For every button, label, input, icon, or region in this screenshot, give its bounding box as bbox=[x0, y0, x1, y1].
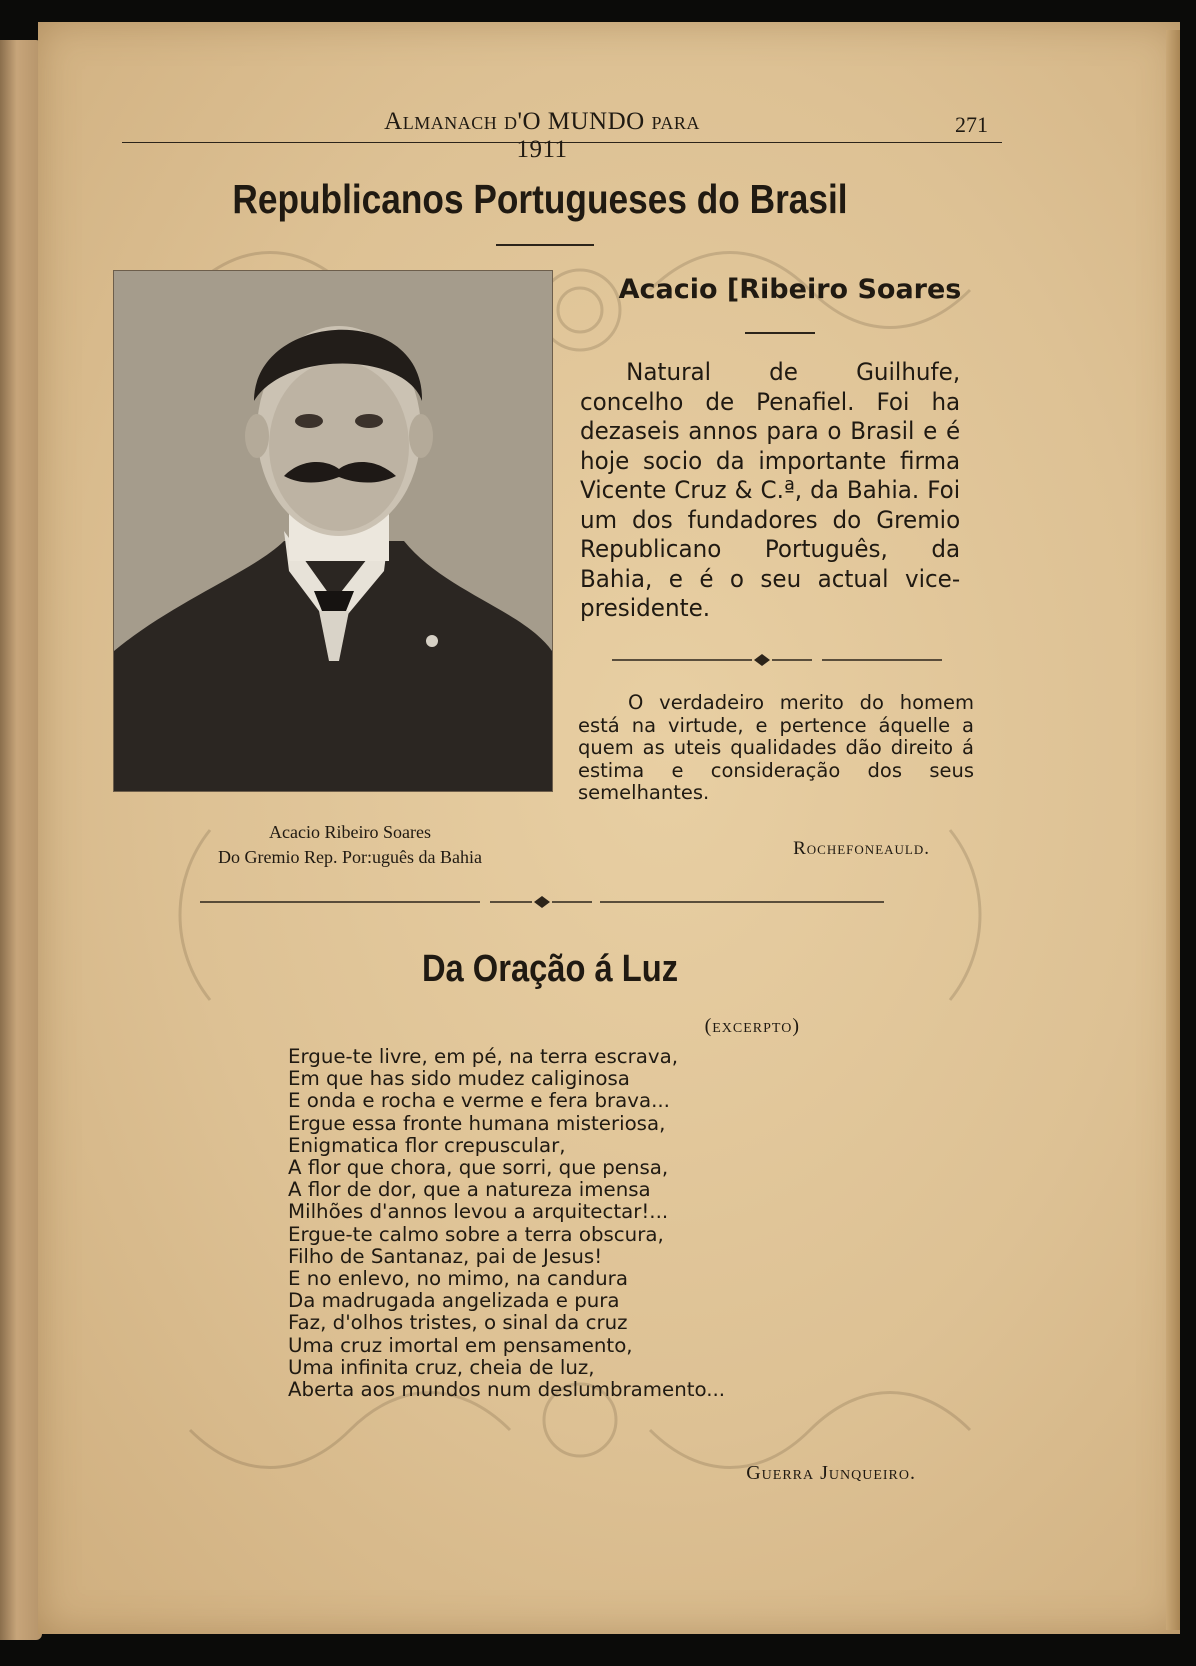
poem-line: A flor que chora, que sorri, que pensa, bbox=[288, 1156, 669, 1180]
poem-line: Ergue essa fronte humana misteriosa, bbox=[288, 1111, 666, 1135]
running-head bbox=[122, 108, 1002, 163]
poem-subtitle: (excerpto) bbox=[704, 1015, 800, 1037]
poem-author: Guerra Junqueiro. bbox=[746, 1462, 916, 1484]
previous-page-edge bbox=[0, 40, 42, 1640]
poem-line: Ergue-te calmo sobre a terra obscura, bbox=[288, 1222, 664, 1246]
quote-text: O verdadeiro merito do homem está na virtude, e pertence áquelle a quem as uteis qualidades dão direito á estima e consideração dos seus semelhantes. bbox=[578, 691, 974, 804]
poem-line: Enigmatica flor crepuscular, bbox=[288, 1133, 566, 1157]
bio-text: Natural de Guilhufe, concelho de Penafiel. Foi ha dezaseis annos para o Brasil e é hoje socio da importante firma Vicente Cruz & C.ª, da Bahia. Foi um dos fundadores do Gremio Republicano Português, da Bahia, e é o seu actual vice-presidente. bbox=[580, 358, 961, 622]
poem-line: E onda e rocha e verme e fera brava... bbox=[288, 1089, 670, 1113]
running-title: Almanach d'O MUNDO para 1911 bbox=[384, 108, 700, 163]
poem-line: A flor de dor, que a natureza imensa bbox=[288, 1178, 651, 1202]
poem-line: Uma infinita cruz, cheia de luz, bbox=[288, 1355, 595, 1379]
poem-line: Em que has sido mudez caliginosa bbox=[288, 1067, 630, 1091]
section-title: Republicanos Portugueses do Brasil bbox=[232, 176, 848, 222]
poem-line: E no enlevo, no mimo, na candura bbox=[288, 1267, 628, 1291]
caption-name: Acacio Ribeiro Soares bbox=[269, 822, 431, 842]
page-edge-shadow bbox=[1166, 30, 1180, 1630]
portrait-illustration bbox=[114, 271, 552, 791]
poem-line: Da madrugada angelizada e pura bbox=[288, 1289, 620, 1313]
poem-line: Aberta aos mundos num deslumbramento... bbox=[288, 1378, 726, 1402]
quote-author: Rochefoneauld. bbox=[793, 838, 930, 859]
bio-divider-ornament bbox=[612, 650, 942, 670]
section-divider-ornament bbox=[200, 892, 884, 912]
caption-affiliation: Do Gremio Rep. Por:uguês da Bahia bbox=[218, 847, 482, 867]
poem-line: Uma cruz imortal em pensamento, bbox=[288, 1333, 633, 1357]
poem-body bbox=[288, 1046, 808, 1401]
poem-line: Faz, d'olhos tristes, o sinal da cruz bbox=[288, 1311, 628, 1335]
portrait-caption bbox=[160, 820, 540, 870]
bio-rule bbox=[745, 332, 815, 334]
poem-line: Ergue-te livre, em pé, na terra escrava, bbox=[288, 1045, 678, 1068]
poem-line: Milhões d'annos levou a arquitectar!... bbox=[288, 1200, 669, 1224]
poem-title: Da Oração á Luz bbox=[421, 948, 679, 990]
bio-name: Acacio [Ribeiro Soares bbox=[618, 274, 962, 305]
title-rule bbox=[496, 244, 594, 246]
portrait-photo bbox=[113, 270, 553, 792]
poem-line: Filho de Santanaz, pai de Jesus! bbox=[288, 1244, 603, 1268]
page-number: 271 bbox=[955, 112, 988, 137]
